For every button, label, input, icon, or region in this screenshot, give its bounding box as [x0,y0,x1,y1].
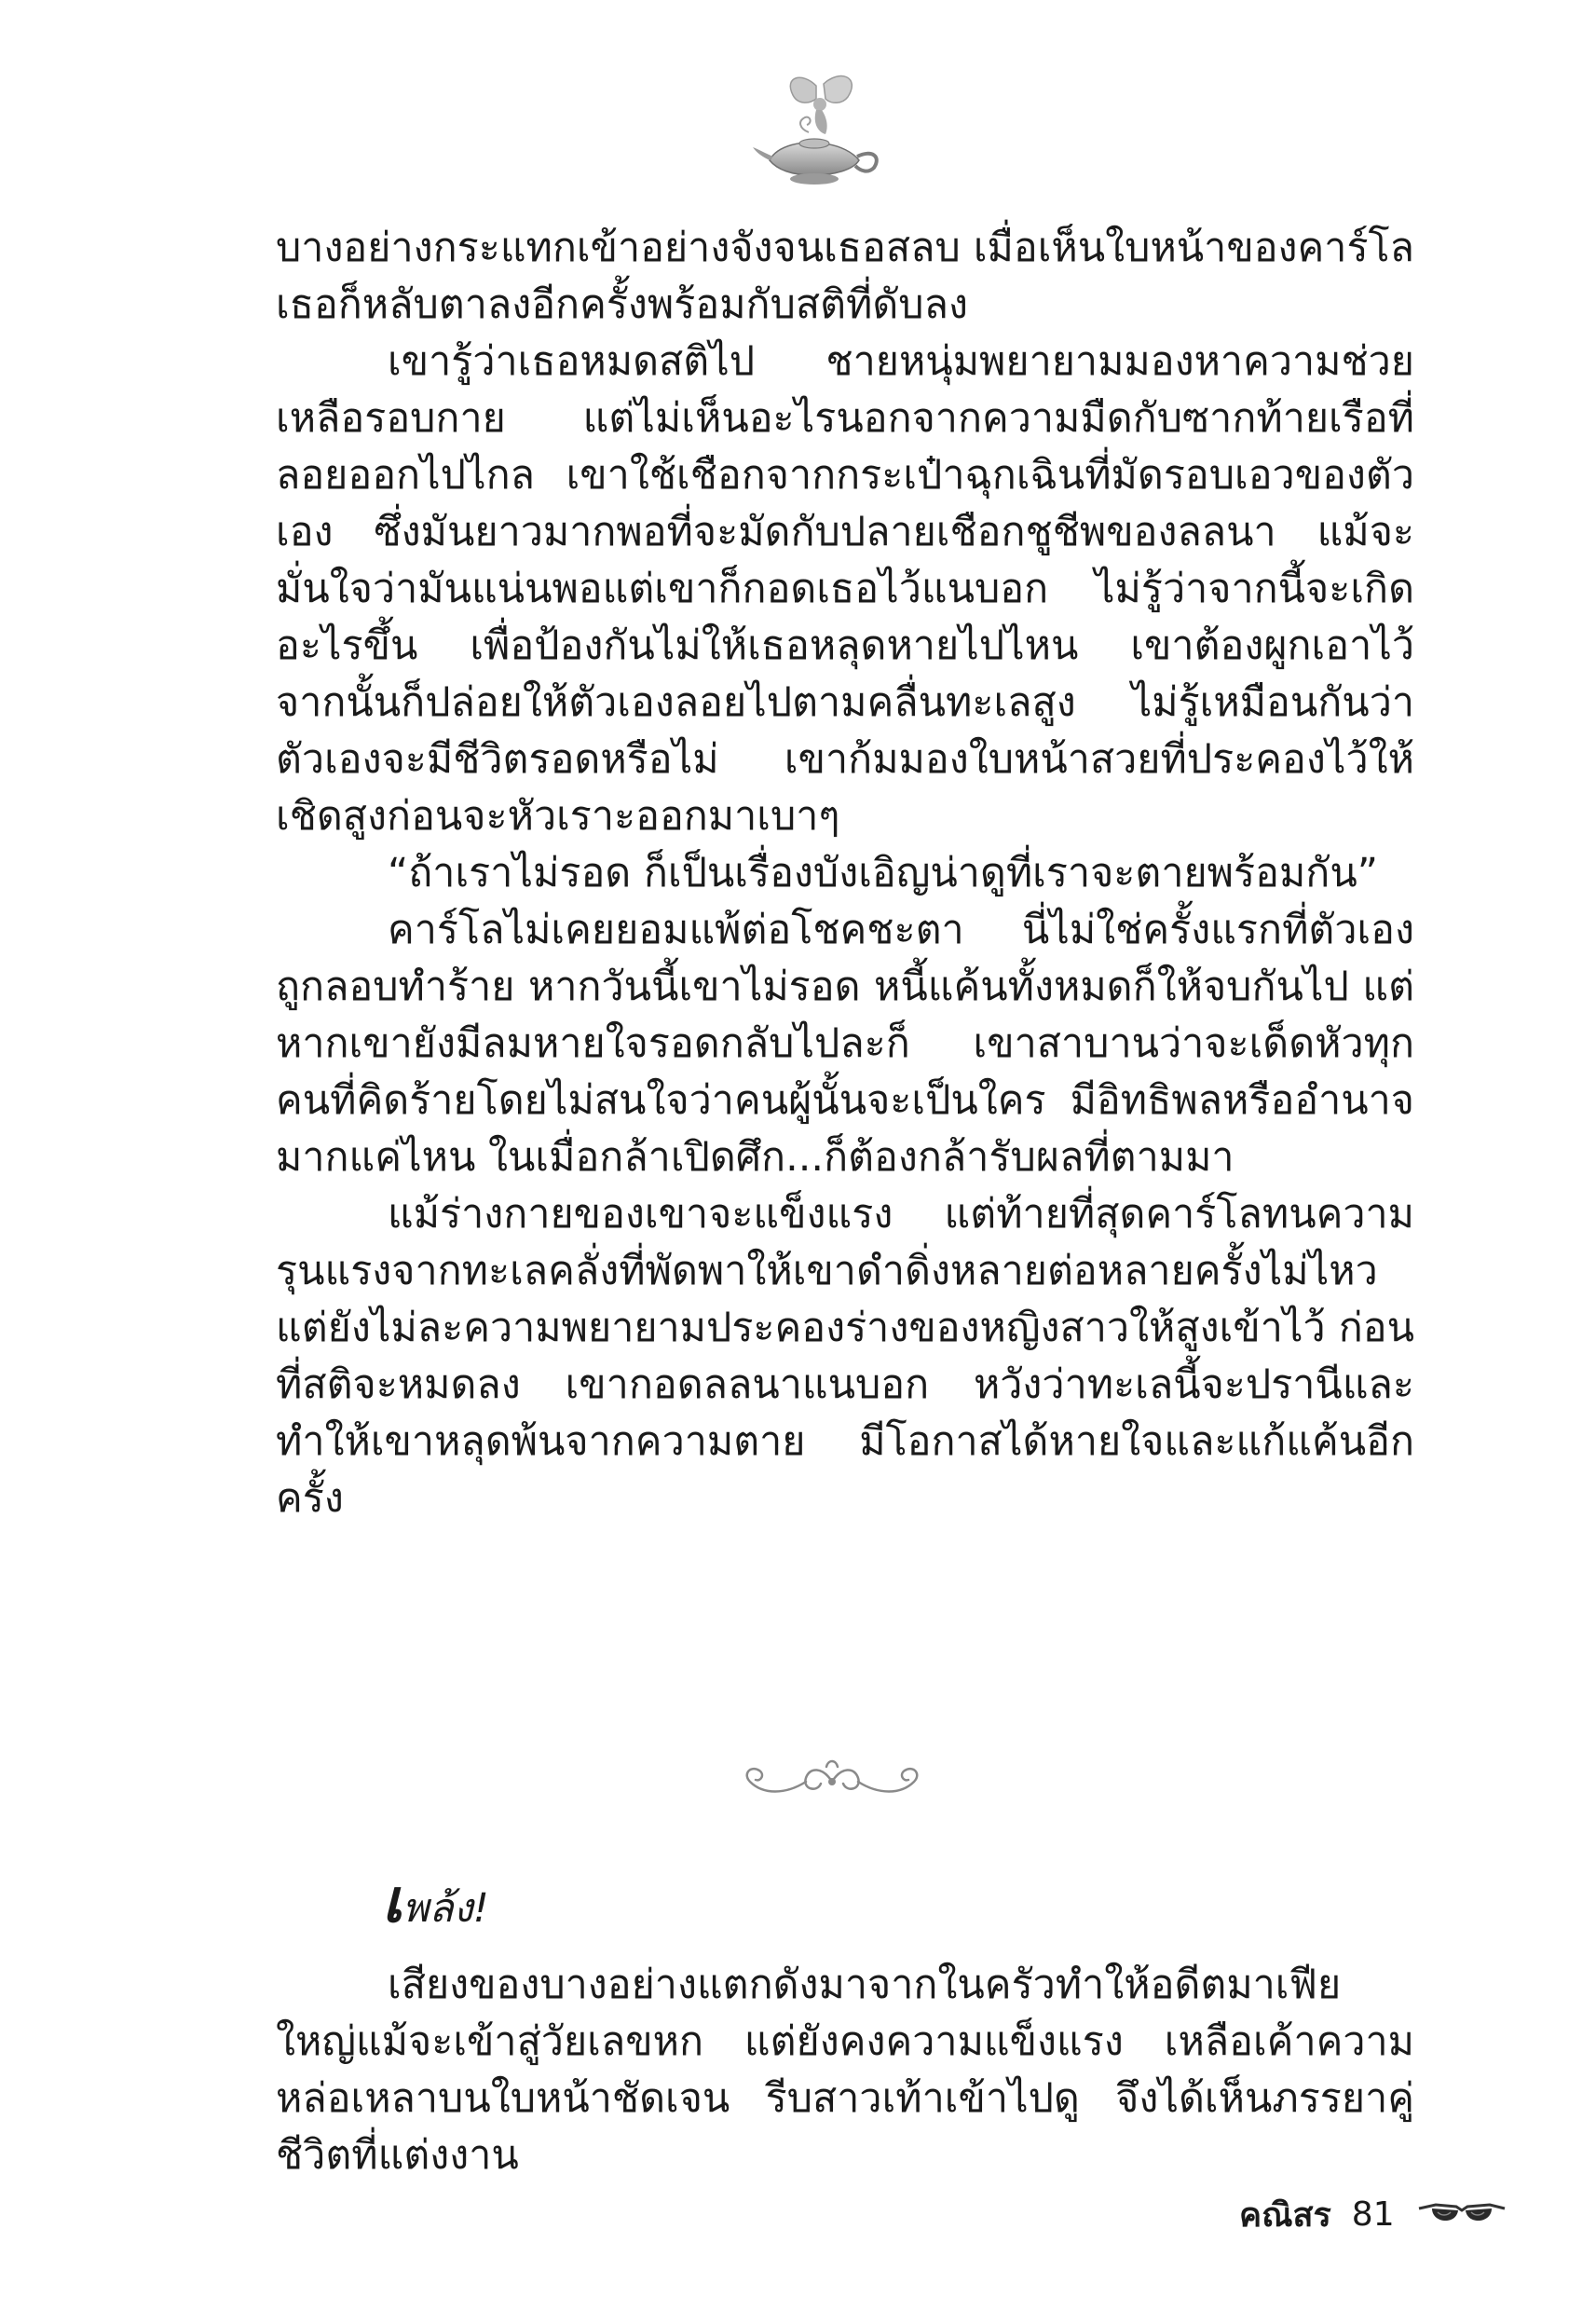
opening-exclamation: พล้ง! [402,1885,489,1932]
paragraph: คาร์โลไม่เคยยอมแพ้ต่อโชคชะตา นี่ไม่ใช่ครั้งแรกที่ตัวเองถูกลอบทำร้าย หากวันนี้เขาไม่รอด หนี้แค้นทั้งหมดก็ให้จบกันไป แต่หากเขายังมีลมหายใจรอดกลับไปละก็ เขาสาบานว่าจะเด็ดหัวทุกคนที่คิดร้ายโดยไม่สนใจว่าคนผู้นั้นจะเป็นใคร มีอิทธิพลหรืออำนาจมากแค่ไหน ในเมื่อกล้าเปิดศึก...ก็ต้องกล้ารับผลที่ตามมา [276,907,1414,1181]
paragraph: บางอย่างกระแทกเข้าอย่างจังจนเธอสลบ เมื่อเห็นใบหน้าของคาร์โลเธอก็หลับตาลงอีกครั้งพร้อมกับสติที่ดับลง [276,225,1414,328]
dialogue-paragraph: “ถ้าเราไม่รอด ก็เป็นเรื่องบังเอิญน่าดูที่เราจะตายพร้อมกัน” [388,850,1378,896]
paragraph: เขารู้ว่าเธอหมดสติไป ชายหนุ่มพยายามมองหาความช่วยเหลือรอบกาย แต่ไม่เห็นอะไรนอกจากความมืดกับซากท้ายเรือที่ลอยออกไปไกล เขาใช้เชือกจากกระเป๋าฉุกเฉินที่มัดรอบเอวของตัวเอง ซึ่งมันยาวมากพอที่จะมัดกับปลายเชือกชูชีพของลลนา แม้จะมั่นใจว่ามันแน่นพอแต่เขาก็กอดเธอไว้แนบอก ไม่รู้ว่าจากนี้จะเกิดอะไรขึ้น เพื่อป้องกันไม่ให้เธอหลุดหายไปไหน เขาต้องผูกเอาไว้ จากนั้นก็ปล่อยให้ตัวเองลอยไปตามคลื่นทะเลสูง ไม่รู้เหมือนกันว่าตัวเองจะมีชีวิตรอดหรือไม่ เขาก้มมองใบหน้าสวยที่ประคองไว้ให้เชิดสูงก่อนจะหัวเราะออกมาเบาๆ [276,338,1414,840]
page-footer [1239,2192,1508,2236]
body-text-part2 [276,1957,1414,2184]
paragraph: แม้ร่างกายของเขาจะแข็งแรง แต่ท้ายที่สุดคาร์โลทนความรุนแรงจากทะเลคลั่งที่พัดพาให้เขาดำดิ่งหลายต่อหลายครั้งไม่ไหว แต่ยังไม่ละความพยายามประคองร่างของหญิงสาวให้สูงเข้าไว้ ก่อนที่สติจะหมดลง เขากอดลลนาแนบอก หวังว่าทะเลนี้จะปรานีและทำให้เขาหลุดพ้นจากความตาย มีโอกาสได้หายใจและแก้แค้นอีกครั้ง [276,1191,1414,1522]
body-text-part1 [276,220,1414,1527]
chapter-opening [382,1867,489,1937]
sunglasses-icon [1415,2195,1508,2233]
flourish-divider-icon [730,1754,934,1810]
author-name: คณิสร [1239,2195,1331,2235]
page-number: 81 [1351,2195,1395,2234]
lamp-fairy-ornament-icon [751,67,891,198]
drop-cap: เ [382,1867,402,1936]
paragraph: เสียงของบางอย่างแตกดังมาจากในครัวทำให้อดีตมาเฟียใหญ่แม้จะเข้าสู่วัยเลขหก แต่ยังคงความแข็งแรง เหลือเค้าความหล่อเหลาบนใบหน้าชัดเจน รีบสาวเท้าเข้าไปดู จึงได้เห็นภรรยาคู่ชีวิตที่แต่งงาน [276,1962,1414,2179]
